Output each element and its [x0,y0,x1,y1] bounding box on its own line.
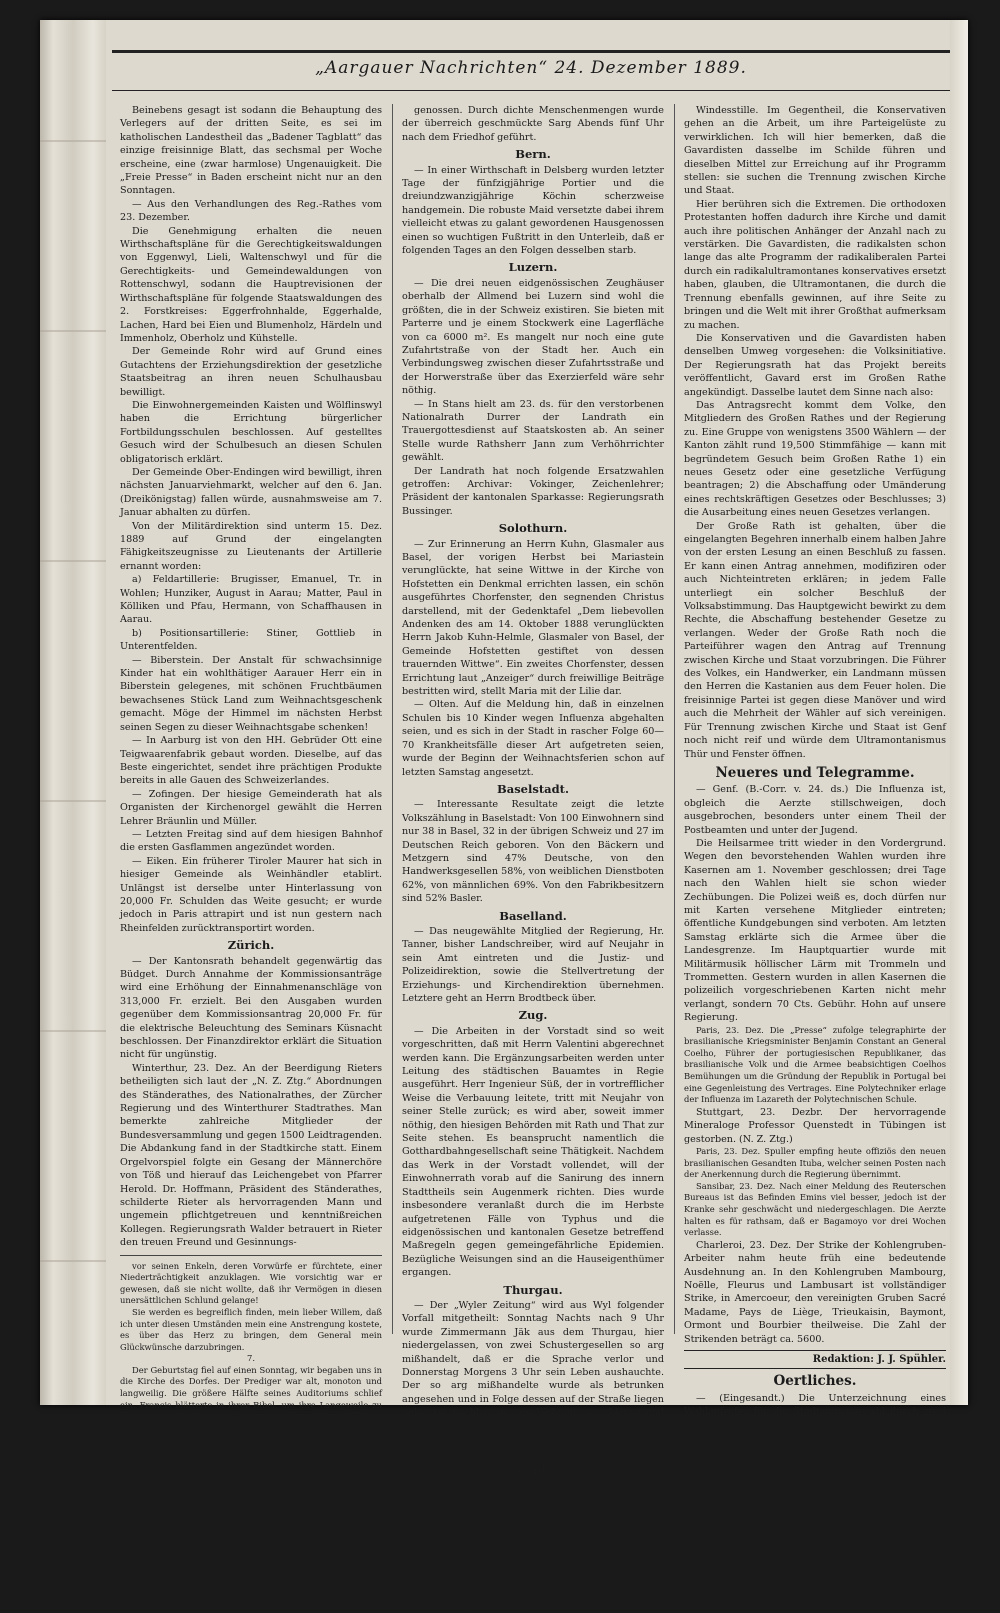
section-heading-zug: Zug. [518,1008,548,1023]
article-paragraph: Der Große Rath ist gehalten, über die eingelangten Begehren innerhalb einem halben Jahre von der ersten Lesung an einen Beschluß zu fassen. Er kann einen Antrag annehmen, modifiziren oder auch Nichteintreten erklären; in jedem Falle unterliegt ein solcher Beschluß der Volksabstimmung. Das Hauptgewicht bewirkt zu dem Rechte, die Abschaffung bestehender Gesetze zu verlangen. Weder der Große Rath noch die Parteiführer wagen den Antrag auf Trennung zwischen Kirche und Staat vorzubringen. Die Führer des Volkes, ein Handwerker, ein Landmann müssen den Herren die Kastanien aus dem Feuer holen. Die freisinnige Partei ist gegen diese Manöver und wird auch die Mehrheit der Wähler auf sich vereinigen. Für Trennung zwischen Kirche und Staat ist Genf noch nicht reif und würde dem Ultramontanismus Thür und Fenster öffnen. [684,520,946,760]
article-paragraph: — Genf. (B.-Corr. v. 24. ds.) Die Influenza ist, obgleich die Aerzte stillschweigen, doch ausgebrochen, besonders unter einem Theil der Postbeamten und unter der Jugend. [684,784,946,836]
section-heading-oertliches: Oertliches. [773,1373,857,1390]
article-dateline: — Aus den Verhandlungen des Reg.-Rathes vom 23. Dezember. [120,198,382,224]
article-paragraph: Die Einwohnergemeinden Kaisten und Wölflinswyl haben die Errichtung bürgerlicher Fortbildungsschulen beschlossen. Auf gestelltes Gesuch wird der Schulbesuch an diesen Schulen obligatorisch erklärt. [120,399,382,465]
article-paragraph: Stuttgart, 23. Dezbr. Der hervorragende Mineraloge Professor Quenstedt in Tübingen ist gestorben. (N. Z. Ztg.) [684,1106,946,1145]
article-paragraph: — Olten. Auf die Meldung hin, daß in einzelnen Schulen bis 10 Kinder wegen Influenza abgehalten seien, und es sich in der Stadt in rascher Folge 60—70 Krankheitsfälle dieser Art aufgetreten seien, wurde der Beginn der Weihnachtsferien schon auf letzten Samstag angesetzt. [402,699,664,778]
column-1 [120,104,382,1607]
scanned-page [40,20,968,1612]
article-paragraph: — (B. Korr. vom 21. Dez.) Als die Führer der Konservativen Wahlkandidaten des Regierungsrathes waren, versprachen sie dem Volke, daß sie weise und wohlwollend regieren und die dringenden Volkswünsche erfüllen werden. Man erwartete unter ihrer Kontrolle eine Reform im Staatshaushalte. Aber und eine Finanzlage, hatten alle Taschen und Stiefel voll Pläne, um unsere finanzielle Lage zu verbessern und wieder ins Geleise zu bringen. Seit den Wahlen herrscht in dieser Richtung [402,1480,664,1612]
column-3 [684,104,946,1565]
article-paragraph: — Interessante Resultate zeigt die letzte Volkszählung in Baselstadt: Von 100 Einwohnern sind nur 38 in Basel, 32 in der übrigen Schweiz und 27 im Deutschen Reich geboren. Von den Bäckern und Metzgern sind 47% Deutsche, von den Handwerksgesellen 58%, von weiblichen Dienstboten 62%, von männlichen 69%. Von den Fabrikbesitzern sind 52% Basler. [402,799,664,905]
article-paragraph: Hier berühren sich die Extremen. Die orthodoxen Protestanten hoffen dadurch ihre Kirche und damit auch ihre politischen Anhänger der Anzahl nach zu verstärken. Die Gavardisten, die radikalsten schon lange das alte Programm der radikaliberalen Partei durch ein radikalultramontanes konservatives ersetzt haben, glauben, die Ultramontanen, die durch die Trennung ebenfalls gewinnen, auf ihre Seite zu bringen und die Welt mit ihrer Großthat aufmerksam zu machen. [684,198,946,331]
article-paragraph: — In Stans hielt am 23. ds. für den verstorbenen Nationalrath Durrer der Landrath ein Trauergottesdienst auf Staatskosten ab. An seiner Stelle wurde Rathsherr Jann zum Verhöhrrichter gewählt. [402,398,664,464]
masthead-title: „Aargauer Nachrichten“ 24. Dezember 1889. [315,58,747,78]
section-heading-baselstadt: Baselstadt. [497,781,569,796]
article-paragraph: Charleroi, 23. Dez. Der Strike der Kohlengruben-Arbeiter nahm heute früh eine bedeutende Ausdehnung an. In den Kohlengruben Mambourg, Noëlle, Fleurus und Lambusart ist vollständiger Strike, in Amercoeur, den vereinigten Gruben Sacré Madame, Pays de Liège, Trieukaisin, Baymont, Ormont und Bourbier theilweise. Die Zahl der Strikenden beträgt ca. 5600. [684,1239,946,1345]
book-binding-gutter [40,20,106,1405]
masthead [112,50,950,96]
masthead-rule-bottom [112,90,950,91]
article-paragraph: — Das neugewählte Mitglied der Regierung, Hr. Tanner, bisher Landschreiber, wird auf Neujahr in sein Amt eintreten und die Justiz- und Polizeidirektion, sowie die Stellvertretung der Erziehungs- und Kirchendirektion übernehmen. Letztere geht an Herrn Brodtbeck über. [402,925,664,1004]
article-paragraph: Der Gemeinde Rohr wird auf Grund eines Gutachtens der Erziehungsdirektion der gesetzliche Staatsbeitrag an ihren neuen Schulhausbau bewilligt. [120,346,382,398]
article-paragraph: Winterthur, 23. Dez. An der Beerdigung Rieters betheiligten sich laut der „N. Z. Ztg.“ Abordnungen des Ständerathes, des Nationalrathes, der Zürcher Regierung und des Winterthurer Stadtrathes. Man bemerkte zahlreiche Mitglieder der Bundesversammlung und gegen 1500 Leidtragenden. Die Abdankung fand in der Stadtkirche statt. Einem Orgelvorspiel folgte ein Gesang der Männerchöre von Töß und hierauf das Leichengebet von Pfarrer Herold. Dr. Hoffmann, Präsident des Ständerathes, schilderte Rieter als hervorragenden Mann und ungemein pflichtgetreuen und kenntnißreichen Kollegen. Regierungsrath Walder betrauert in Rieter den treuen Freund und Gesinnungs- [120,1062,382,1249]
article-paragraph: Die Heilsarmee tritt wieder in den Vordergrund. Wegen den bevorstehenden Wahlen wurden ihre Kasernen am 1. November geschlossen; drei Tage nach den Wahlen hielt sie schon wieder Zechübungen. Die Polizei weiß es, doch dürfen nur mit Karten versehene Mitglieder eintreten; öffentliche Kundgebungen sind verboten. Am letzten Samstag erklärte sich die Armee über die Landesgrenze. Im Hauptquartier wurde mit Militärmusik höllischer Lärm mit Trommeln und Trommetten. Gestern wurden in allen Kasernen die polizeilich vorgeschriebenen Karten nicht mehr verlangt, sondern 70 Cts. Gebühr. Hohn auf unsere Regierung. [684,837,946,1024]
column-divider [674,104,675,1334]
article-paragraph: Der Landrath hat noch folgende Ersatzwahlen getroffen: Archivar: Vokinger, Zeichenlehrer; Präsident der kantonalen Sparkasse: Regierungsrath Bussinger. [402,465,664,517]
article-paragraph: — Der „Wyler Zeitung“ wird aus Wyl folgender Vorfall mitgetheilt: Sonntag Nachts nach 9 Uhr wurde Zimmermann Jäk aus dem Thurgau, hier niedergelassen, von zwei Schustergesellen so arg mißhandelt, daß er die Sprache verlor und Donnerstag Morgens 3 Uhr sein Leben aushauchte. Der so arg mißhandelte wurde als betrunken angesehen und in Folge dessen auf der Straße liegen gelassen; nachher in sein Wohnung geschleppt und nach Verfluß von anderthalb Tagen (!) endlich der Arzt gerufen. Die beiden Schustergesellen sind verhaftet. [402,1299,664,1459]
feuilleton-paragraph: Sie werden es begreiflich finden, mein lieber Willem, daß ich unter diesen Umständen mein eine Anstrengung kostete, es über das Herz zu bringen, dem General mein Glückwünsche darzubringen. [120,1306,382,1352]
article-paragraph: — Zofingen. Der hiesige Gemeinderath hat als Organisten der Kirchenorgel gewählt die Herren Lehrer Bräunlin und Müller. [120,788,382,827]
article-paragraph: Die Genehmigung erhalten die neuen Wirthschaftspläne für die Gerechtigkeitswaldungen von Eggenwyl, Lieli, Waltenschwyl und für die Gerechtigkeits- und Gemeindewaldungen von Rottenschwyl, sodann die Hauptrevisionen der Wirthschaftspläne für folgende Staatswaldungen des 2. Forstkreises: Eggerfrohnhalde, Eggerhalde, Lachen, Hard bei Eien und Blumenholz, Härdeln und Immenholz, Oberholz und Kühstelle. [120,225,382,344]
article-paragraph: Die Konservativen und die Gavardisten haben denselben Umweg vorgesehen: die Volksinitiative. Der Regierungsrath hat das Projekt bereits veröffentlicht, Gavard erst im Großen Rathe angekündigt. Dasselbe lautet dem Sinne nach also: [684,332,946,398]
article-paragraph: — In Aarburg ist von den HH. Gebrüder Ott eine Teigwaarenfabrik gebaut worden. Dieselbe, auf das Beste eingerichtet, sendet ihre prächtigen Produkte bereits in alle Gauen des Schweizerlandes. [120,735,382,787]
column-divider [392,104,393,1334]
section-heading-zurich: Zürich. [227,938,275,953]
article-paragraph: Beinebens gesagt ist sodann die Behauptung des Verlegers auf der dritten Seite, es sei im katholischen Landestheil das „Badener Tagblatt“ das einzige freisinnige Blatt, das sechsmal per Woche erscheine, eine (zwar harmlose) Ungenauigkeit. Die „Freie Presse“ in Baden erscheint nicht nur an den Sonntagen. [120,105,382,197]
article-paragraph: — Biberstein. Der Anstalt für schwachsinnige Kinder hat ein wohlthätiger Aarauer Herr ein in Biberstein gelegenes, mit schönen Fruchtbäumen bewachsenes Stück Land zum Weihnachtsgeschenk gemacht. Möge der Himmel im nächsten Herbst seinen Segen zu dieser Weihnachtsgabe schenken! [120,654,382,733]
feuilleton-paragraph: Bei unserer Rückkehr begann das Fest. Der Schullehrer kam mit seinen Schülern, welche Gedichte rezitirten, in welchen der Baron als Patron und Protektor der Schule, um die er sich übrigens wenig oder gar nicht kümmerte, gelobt wurde. Wir waren gerührt. Man wird es sein, wenn man die verschiedenen Generationen von Schloßbesitzern und Pächtern sieht. Hierauf kamen die Pächter, welche den General immer noch ihren Herrn nannten, dann die Arbeiter, dann die Dorfbewohner. Alle diese Leute wurden mit Chocolade und Kuchen bewirthet. Nun erschien der Bürgermeister; es war ein Halbbauer, der meinen Gatten mehr Aufmerksamkeit schenkte, als dem General, frischweg, besonders hinter seinem Rücken. Alles blieb leer, auf die neugierige Jugend auch hinter mir ein Geheimniß, daß seine Neugierde reizte. [120,1434,382,1607]
article-paragraph: — Die drei neuen eidgenössischen Zeughäuser oberhalb der Allmend bei Luzern sind wohl die größten, die in der Schweiz existiren. Sie bieten mit Parterre und je einem Stockwerk eine Lagerfläche von ca 6000 m². Es mangelt nur noch eine gute Zufahrtstraße von der Stadt her. Auch ein Verbindungsweg zwischen dieser Zufahrtsstraße und der Horwerstraße über das Exerzierfeld wäre sehr nöthig. [402,277,664,397]
article-paragraph: — Die Arbeiten in der Vorstadt sind so weit vorgeschritten, daß mit Herrn Valentini abgerechnet werden kann. Die Ergänzungsarbeiten werden unter Leitung des städtischen Bauamtes in Regie ausgeführt. Herr Ingenieur Süß, der in vortrefflicher Weise die Verbauung leitete, tritt mit Neujahr von seiner Stelle zurück; es wird aber, soweit immer nöthig, den hiesigen Behörden mit Rath und That zur Seite stehen. Es beansprucht namentlich die Gotthardbahngesellschaft seine Thätigkeit. Nachdem das Werk in der Vorstadt vollendet, will der Einwohnerrath vorab auf die Sanirung des innern Stadttheils sein Augenmerk richten. Dies wurde insbesondere veranlaßt durch die im Herbste aufgetretenen Fälle von Typhus und die eidgenössischen und kantonalen Gesetze betreffend Maßregeln gegen gemeingefährliche Epidemien. Bezügliche Weisungen sind an die Hauseigenthümer ergangen. [402,1025,664,1279]
feuilleton-chapter-number: 7. [247,1353,255,1364]
article-paragraph: — (Eingesandt.) Die Unterzeichnung eines Wahlaufrufes für die Stadtammannwahl durch zwei frischgewählte Stadträthe macht hier böses Aufsehen. Man findet, in Anbetracht der gegebenen Verhältnissen hätten sich die betreffenden Herren doch mit Rücksicht auf den bisherigen Stadtammann und mit Rücksicht auf ihren noch unbekannten Präsidenten etwas Zurückhaltung auferlegen sollen. Protest oder wäre es ratsam, wenn Rathsmitgliedern in öffentlichen Wahlaufrufen für Kollegen Propaganda machen. Anderwärts wird man wenigstens ein gewisses Maß des Taktes in solchen Dingen beobachtet. [684,1392,946,1565]
article-paragraph: — Zur Erinnerung an Herrn Kuhn, Glasmaler aus Basel, der vorigen Herbst bei Mariastein verunglückte, hat seine Wittwe in der Kirche von Hofstetten ein Denkmal errichten lassen, ein schön ausgeführtes Chorfenster, den segnenden Christus darstellend, mit der Gedenktafel „Dem liebevollen Andenken des am 14. Oktober 1888 verunglückten Herrn Jakob Kuhn-Helmle, Glasmaler von Basel, der Gemeinde Hofstetten gestiftet von dessen trauernden Wittwe“. Ein zweites Chorfenster, dessen Errichtung laut „Anzeiger“ durch freiwillige Beiträge bestritten wird, stellt Maria mit der Lilie dar. [402,538,664,698]
article-paragraph: Windesstille. Im Gegentheil, die Konservativen gehen an die Arbeit, um ihre Parteigelüste zu verwirklichen. Ich will hier bemerken, daß die Gavardisten dasselbe im Schilde führen und dieselben Mittel zur Erreichung auf ihr Programm stellen: sie suchen die Trennung zwischen Kirche und Staat. [684,105,946,197]
masthead-rule-top [112,50,950,53]
telegram-paragraph: Paris, 23. Dez. Spuller empfing heute offiziös den neuen brasilianischen Gesandten Ituba, welcher seinen Posten nach der Anerkennung durch die Regierung übernimmt. [684,1146,946,1180]
page-edge [950,20,968,1405]
article-paragraph: Der Gemeinde Ober-Endingen wird bewilligt, ihren nächsten Januarviehmarkt, welcher auf den 6. Jan. (Dreikönigstag) fallen würde, ausnahmsweise am 7. Januar abhalten zu dürfen. [120,466,382,519]
newspaper-page [112,20,950,1612]
article-paragraph: — Der Kantonsrath behandelt gegenwärtig das Büdget. Durch Annahme der Kommissionsanträge wird eine Erhöhung der Einnahmenanschläge von 313,000 Fr. erzielt. Bei den Ausgaben wurden gegenüber dem Kommissionsantrag 20,000 Fr. für die elektrische Beleuchtung des Seminars Küsnacht beschlossen. Der Finanzdirektor erklärt die Situation nicht für ungünstig. [120,955,382,1061]
section-heading-baselland: Baselland. [499,908,567,923]
article-paragraph: Von der Militärdirektion sind unterm 15. Dez. 1889 auf Grund der eingelangten Fähigkeitszeugnisse zu Lieutenants der Artillerie ernannt worden: [120,520,382,572]
article-paragraph: Das Antragsrecht kommt dem Volke, den Mitgliedern des Großen Rathes und der Regierung zu. Eine Gruppe von wenigstens 3500 Wählern — der Kanton zählt rund 19,500 Stimmfähige — kann mit begründetem Gesuch beim Großen Rathe 1) ein neues Gesetz oder eine gesetzliche Verfügung beantragen; 2) die Abschaffung oder Umänderung eines rechtskräftigen Gesetzes oder Beschlusses; 3) die Ausarbeitung eines neuen Gesetzes verlangen. [684,399,946,519]
feuilleton-paragraph: Der Geburtstag fiel auf einen Sonntag, wir begaben uns in die Kirche des Dorfes. Der Prediger war alt, monoton und langweilig. Die größere Hälfte seines Auditoriums schlief ein. Francis blätterte in ihrer Bibel, um ihre Langeweile zu bemeistern. Die Anwesenden, die nicht schliefen, blickten auf uns, die wir uns im Chor befanden. [120,1364,382,1433]
telegram-paragraph: Sansibar, 23. Dez. Nach einer Meldung des Reuterschen Bureaus ist das Befinden Emins viel besser, jedoch ist der Kranke sehr geschwächt und niedergeschlagen. Die Aerzte halten es für rathsam, daß er Bagamoyo vor drei Wochen verlasse. [684,1180,946,1238]
feuilleton-divider [120,1255,382,1256]
section-heading-solothurn: Solothurn. [498,521,568,536]
article-paragraph: — Eiken. Ein früherer Tiroler Maurer hat sich in hiesiger Gemeinde als Weinhändler etablirt. Unlängst ist derselbe unter Hinterlassung von 20,000 Fr. Schulden das Weite gesucht; er wurde jedoch in Paris attrapirt und ist nun gestern nach Rheinfelden zurücktransportirt worden. [120,855,382,934]
section-heading-bern: Bern. [515,147,551,162]
column-2 [402,104,664,1612]
section-heading-genf: Genf. [515,1462,551,1477]
section-heading-luzern: Luzern. [508,260,558,275]
section-heading-neueres: Neueres und Telegramme. [715,764,915,781]
section-heading-thurgau: Thurgau. [503,1282,563,1297]
article-paragraph: — In einer Wirthschaft in Delsberg wurden letzter Tage der fünfzigjährige Portier und die dreiundzwanzigjährige Köchin scherzweise handgemein. Die robuste Maid versetzte dabei ihrem vielleicht etwas zu galant gewordenen Hausgenossen einen so wuchtigen Fußtritt in den Unterleib, daß er folgenden Tages an den Folgen desselben starb. [402,164,664,257]
feuilleton-paragraph: vor seinen Enkeln, deren Vorwürfe er fürchtete, einer Niederträchtigkeit anzuklagen. Wie vorsichtig war er gewesen, daß sie nicht wollte, daß ihr Vermögen in diesen unersättlichen Schlund gelange! [120,1260,382,1306]
editor-credit: Redaktion: J. J. Spühler. [684,1350,946,1369]
article-paragraph: b) Positionsartillerie: Stiner, Gottlieb in Unterentfelden. [120,627,382,653]
article-paragraph: genossen. Durch dichte Menschenmengen wurde der überreich geschmückte Sarg Abends fünf Uhr nach dem Friedhof geführt. [402,105,664,143]
article-paragraph: — Letzten Freitag sind auf dem hiesigen Bahnhof die ersten Gasflammen angezündet worden. [120,828,382,854]
telegram-paragraph: Paris, 23. Dez. Die „Presse“ zufolge telegraphirte der brasilianische Kriegsminister Benjamin Constant an General Coelho, Führer der portugiesischen Republikaner, das brasilianische Volk und die Armee beabsichtigen Coelhos Bemühungen um die Gründung der Republik in Portugal bei eine Gegenleistung des Vertrages. Eine Polytechniker erlage der Influenza im Lazareth der Polytechnischen Schule. [684,1024,946,1105]
article-paragraph: a) Feldartillerie: Brugisser, Emanuel, Tr. in Wohlen; Hunziker, August in Aarau; Matter, Paul in Kölliken und Pfau, Hermann, von Schaffhausen in Aarau. [120,574,382,626]
